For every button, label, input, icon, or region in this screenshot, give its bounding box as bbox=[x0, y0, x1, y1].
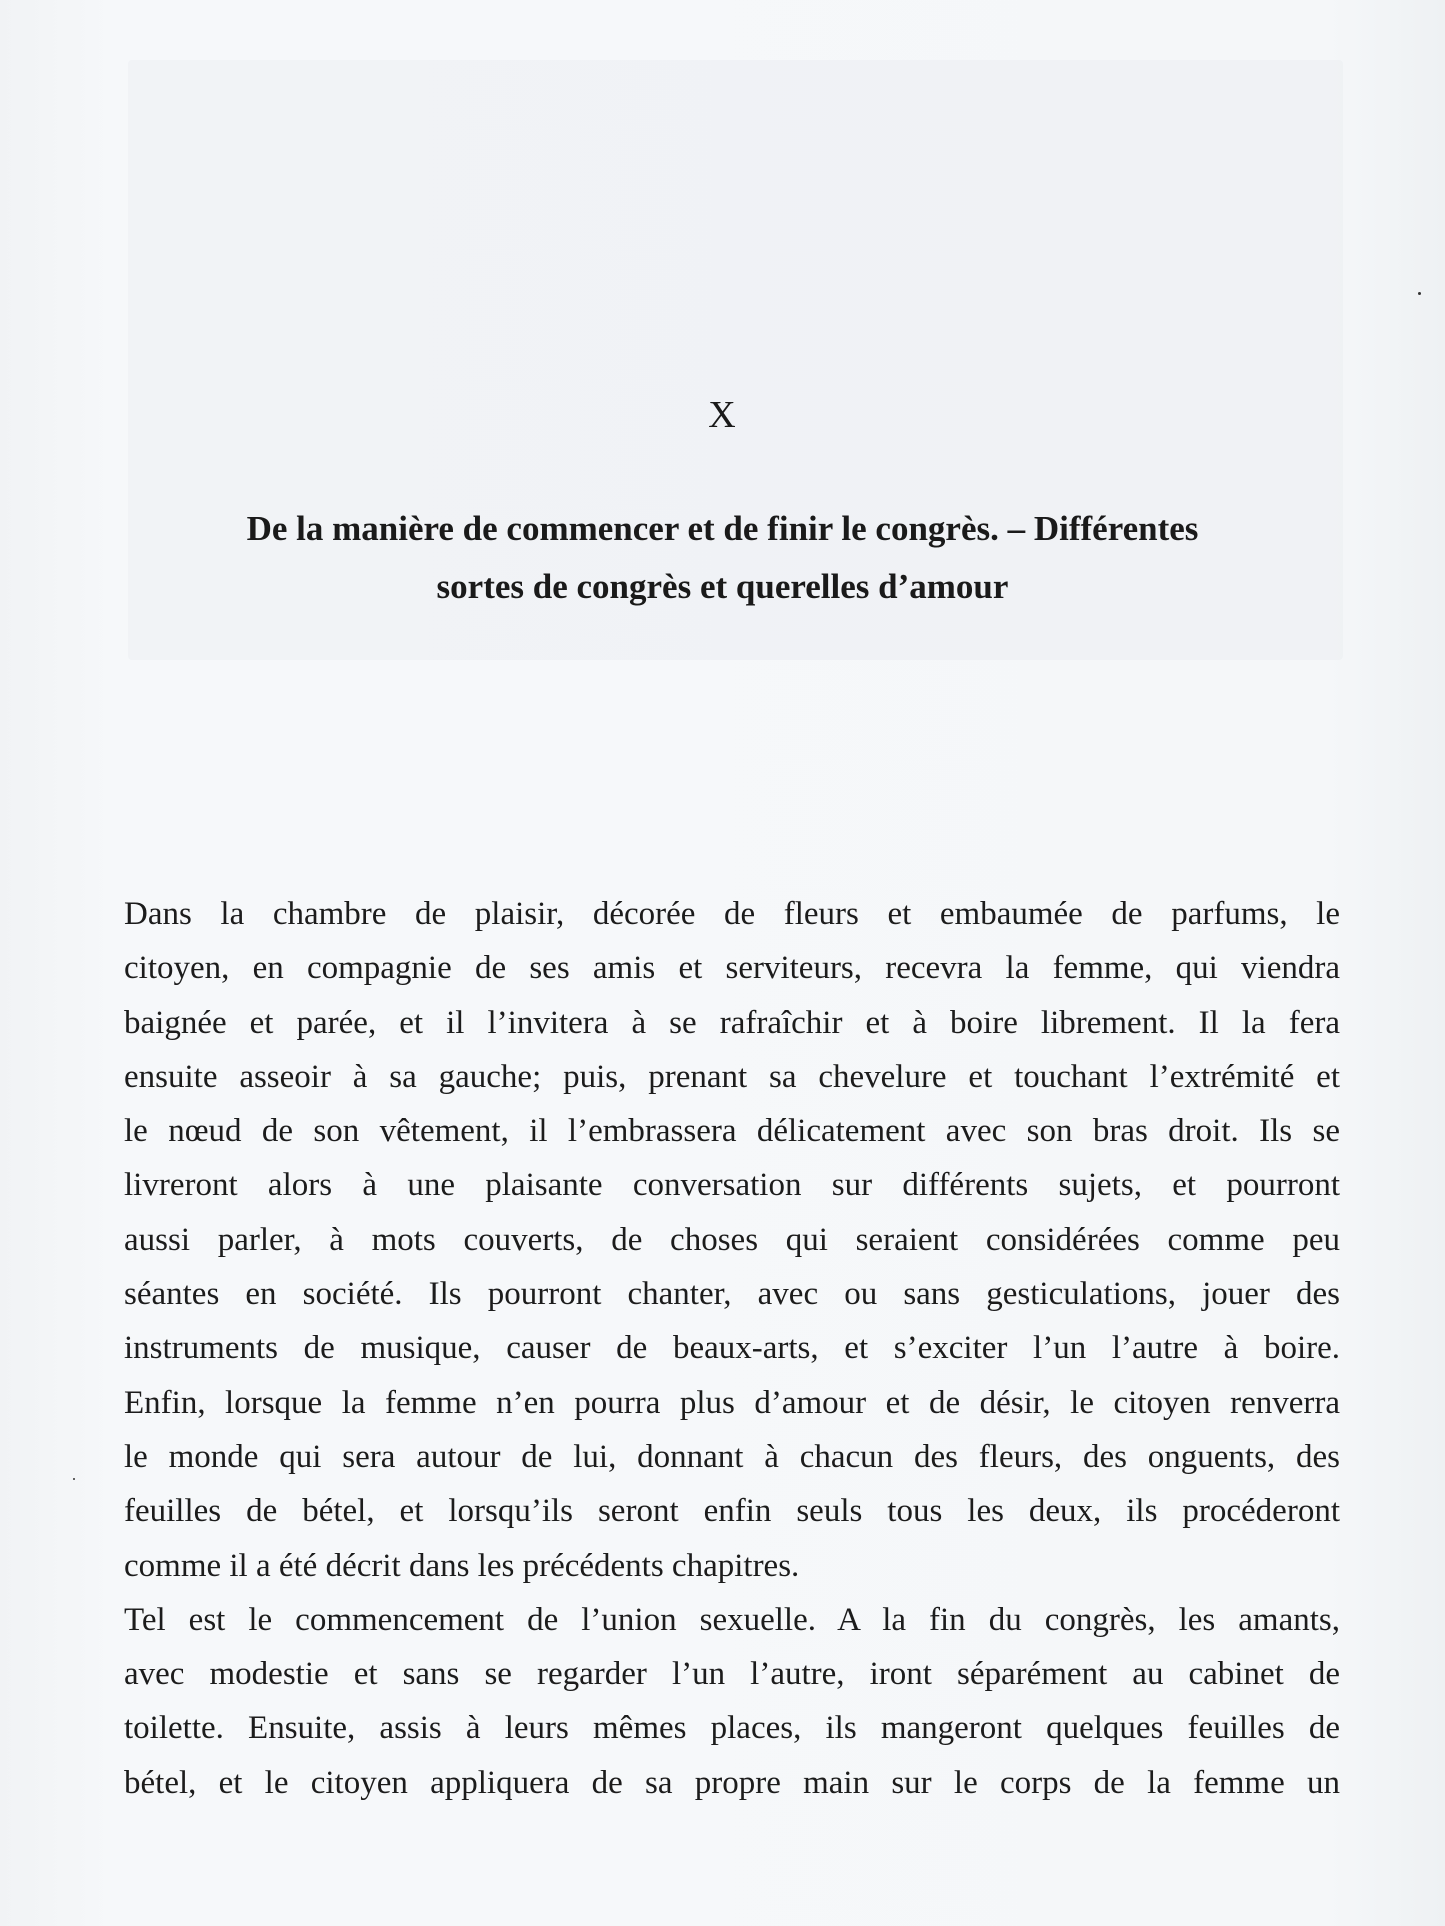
chapter-number: X bbox=[708, 394, 737, 436]
text-line: avec modestie et sans se regarder l’un l’autre, iront séparément au cabinet de bbox=[124, 1656, 1340, 1693]
text-line: Enfin, lorsque la femme n’en pourra plus d’amour et de désir, le citoyen renverra bbox=[124, 1384, 1340, 1421]
text-line: Dans la chambre de plaisir, décorée de fleurs et embaumée de parfums, le bbox=[124, 896, 1340, 932]
text-line: toilette. Ensuite, assis à leurs mêmes places, ils mangeront quelques feuilles de bbox=[124, 1710, 1340, 1747]
text-line: citoyen, en compagnie de ses amis et serviteurs, recevra la femme, qui viendra bbox=[124, 950, 1340, 987]
chapter-title bbox=[130, 500, 1315, 616]
text-line: séantes en société. Ils pourront chanter, avec ou sans gesticulations, jouer des bbox=[124, 1276, 1340, 1313]
text-line: aussi parler, à mots couverts, de choses qui seraient considérées comme peu bbox=[124, 1221, 1340, 1258]
body-text bbox=[124, 887, 1340, 1810]
paragraph bbox=[124, 1593, 1340, 1810]
paper-speck bbox=[73, 1478, 75, 1480]
chapter-title-line: sortes de congrès et querelles d’amour bbox=[436, 567, 1009, 606]
text-line: baignée et parée, et il l’invitera à se rafraîchir et à boire librement. Il la fera bbox=[124, 1004, 1340, 1041]
text-line: le monde qui sera autour de lui, donnant à chacun des fleurs, des onguents, des bbox=[124, 1438, 1340, 1475]
text-line: Tel est le commencement de l’union sexuelle. A la fin du congrès, les amants, bbox=[124, 1601, 1340, 1638]
text-line: instruments de musique, causer de beaux-arts, et s’exciter l’un l’autre à boire. bbox=[124, 1330, 1340, 1367]
text-line: feuilles de bétel, et lorsqu’ils seront enfin seuls tous les deux, ils procéderont bbox=[124, 1493, 1340, 1530]
text-line: livreront alors à une plaisante conversation sur différents sujets, et pourront bbox=[124, 1167, 1340, 1204]
chapter-title-line: De la manière de commencer et de finir le congrès. – Différentes bbox=[246, 509, 1199, 548]
paper-speck bbox=[1418, 292, 1421, 295]
text-line: bétel, et le citoyen appliquera de sa propre main sur le corps de la femme un bbox=[124, 1764, 1340, 1801]
text-line: ensuite asseoir à sa gauche; puis, prenant sa chevelure et touchant l’extrémité et bbox=[124, 1058, 1340, 1095]
text-line: le nœud de son vêtement, il l’embrassera délicatement avec son bras droit. Ils se bbox=[124, 1113, 1340, 1150]
paragraph bbox=[124, 887, 1340, 1593]
text-line: comme il a été décrit dans les précédents chapitres. bbox=[124, 1547, 800, 1584]
